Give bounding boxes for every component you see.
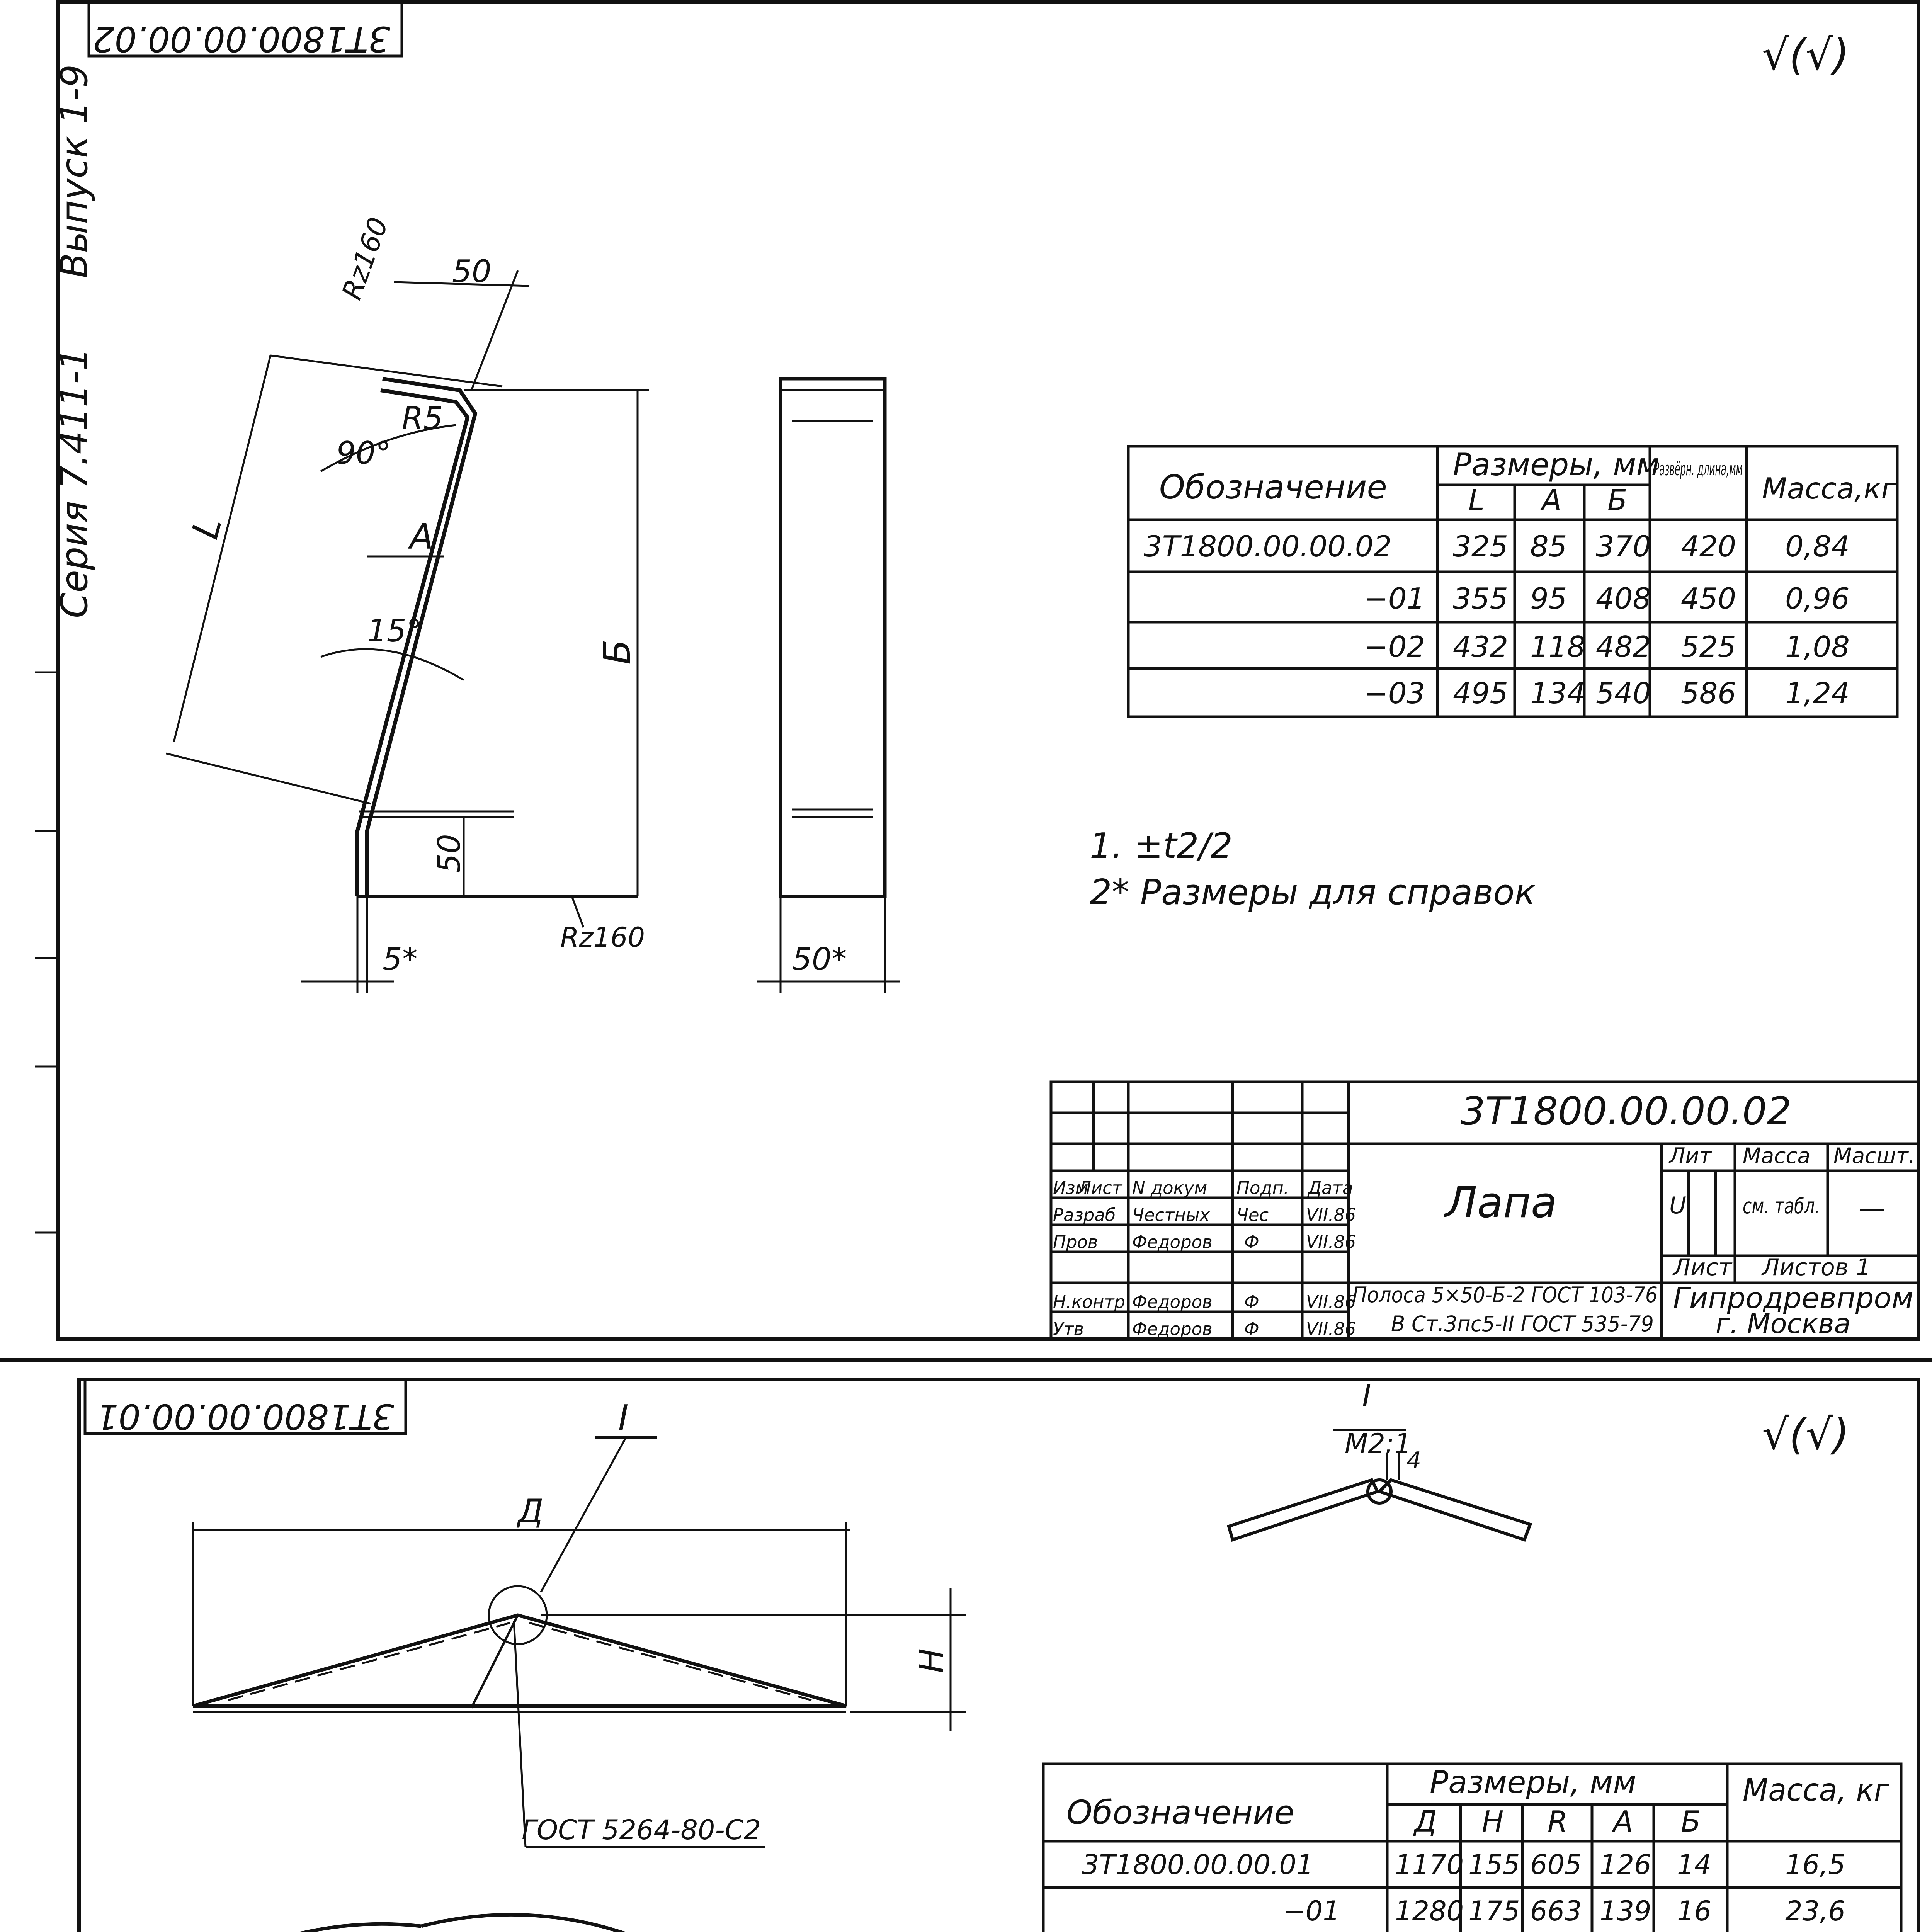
- col-sizes: Размеры, мм: [1453, 447, 1660, 483]
- svg-text:0,84: 0,84: [1785, 529, 1850, 563]
- svg-text:1280: 1280: [1395, 1895, 1464, 1927]
- col-L: L: [1468, 483, 1485, 517]
- svg-text:370: 370: [1596, 529, 1651, 563]
- svg-text:R: R: [1548, 1804, 1568, 1838]
- svg-text:605: 605: [1530, 1849, 1582, 1881]
- svg-text:586: 586: [1681, 676, 1736, 710]
- svg-text:155: 155: [1468, 1849, 1520, 1881]
- svg-text:Гипродревпром: Гипродревпром: [1673, 1281, 1913, 1315]
- svg-text:г. Москва: г. Москва: [1716, 1308, 1851, 1340]
- detail-dim: 4: [1406, 1447, 1422, 1474]
- col-designation: Обозначение: [1159, 468, 1387, 507]
- svg-text:118: 118: [1530, 630, 1586, 664]
- svg-text:Масшт.: Масшт.: [1833, 1143, 1915, 1168]
- svg-text:525: 525: [1681, 630, 1736, 664]
- svg-text:Чес: Чес: [1236, 1205, 1269, 1225]
- dim-50-top: 50: [452, 253, 492, 289]
- svg-text:1,08: 1,08: [1785, 630, 1850, 664]
- svg-text:VII.86: VII.86: [1306, 1292, 1356, 1312]
- svg-text:Ф: Ф: [1244, 1232, 1259, 1252]
- dim-90: 90°: [336, 435, 391, 471]
- svg-text:1,24: 1,24: [1785, 676, 1850, 710]
- top-note-2: 2* Размеры для справок: [1090, 872, 1536, 913]
- dim-rz160-top: Rz160: [335, 213, 395, 304]
- svg-text:16: 16: [1677, 1895, 1712, 1927]
- svg-text:540: 540: [1596, 676, 1651, 710]
- svg-text:3Т1800.00.00.02: 3Т1800.00.00.02: [1144, 529, 1392, 563]
- title-name: Лапа: [1445, 1178, 1557, 1227]
- detail-callout: I: [618, 1398, 629, 1438]
- dim-rz160-bot: Rz160: [560, 922, 645, 953]
- svg-text:−02: −02: [1364, 630, 1425, 664]
- svg-text:−03: −03: [1364, 676, 1425, 710]
- svg-text:Д: Д: [1414, 1804, 1437, 1838]
- dim-50-low: 50: [431, 834, 467, 873]
- dim-D: Д: [518, 1492, 544, 1531]
- dim-50-side: 50*: [792, 941, 847, 977]
- svg-text:663: 663: [1530, 1895, 1582, 1927]
- svg-text:Пров: Пров: [1053, 1232, 1098, 1252]
- svg-text:Н: Н: [1482, 1804, 1504, 1838]
- top-roughness: √(√): [1762, 30, 1850, 80]
- svg-text:16,5: 16,5: [1785, 1849, 1845, 1881]
- svg-text:Листов 1: Листов 1: [1762, 1254, 1871, 1281]
- col-developed: Развёрн. длина,мм: [1654, 458, 1743, 480]
- svg-text:3Т1800.00.00.01: 3Т1800.00.00.01: [1082, 1849, 1314, 1881]
- svg-text:Ф: Ф: [1244, 1319, 1259, 1339]
- svg-text:Утв: Утв: [1053, 1319, 1084, 1339]
- detail-scale: М2:1: [1345, 1428, 1412, 1459]
- svg-text:482: 482: [1596, 630, 1651, 664]
- svg-text:420: 420: [1681, 529, 1736, 563]
- col-mass: Масса, кг: [1743, 1772, 1890, 1808]
- svg-text:Дата: Дата: [1308, 1178, 1353, 1198]
- svg-text:126: 126: [1600, 1849, 1651, 1881]
- detail-label: I: [1362, 1378, 1371, 1414]
- bottom-stamp: 3Т1800.00.00.01: [96, 1396, 394, 1437]
- svg-text:Лист: Лист: [1078, 1178, 1122, 1198]
- svg-text:Разраб: Разраб: [1053, 1205, 1116, 1225]
- side-issue: Выпуск 1-9: [53, 64, 96, 278]
- col-designation: Обозначение: [1066, 1794, 1294, 1832]
- svg-text:Б: Б: [1681, 1804, 1701, 1838]
- svg-text:Федоров: Федоров: [1132, 1319, 1213, 1339]
- dim-5: 5*: [383, 941, 418, 977]
- svg-text:495: 495: [1453, 676, 1509, 710]
- svg-text:14: 14: [1677, 1849, 1712, 1881]
- svg-text:175: 175: [1468, 1895, 1520, 1927]
- svg-text:85: 85: [1530, 529, 1567, 563]
- svg-text:0,96: 0,96: [1785, 582, 1850, 616]
- side-series: Серия 7.411-1: [53, 347, 96, 618]
- col-mass: Масса,кг: [1762, 471, 1896, 505]
- svg-text:450: 450: [1681, 582, 1736, 616]
- svg-text:А: А: [1613, 1804, 1633, 1838]
- col-sizes: Размеры, мм: [1430, 1764, 1636, 1800]
- top-note-1: 1. ±t2/2: [1090, 826, 1233, 866]
- svg-text:Полоса 5×50-Б-2 ГОСТ 103-76: Полоса 5×50-Б-2 ГОСТ 103-76: [1352, 1282, 1658, 1307]
- dim-H: Н: [913, 1648, 951, 1673]
- svg-text:Честных: Честных: [1132, 1205, 1210, 1225]
- svg-text:Федоров: Федоров: [1132, 1232, 1213, 1252]
- svg-text:см. табл.: см. табл.: [1743, 1194, 1820, 1218]
- dim-L: L: [184, 512, 230, 543]
- weld-spec: ГОСТ 5264-80-С2: [522, 1814, 761, 1846]
- svg-text:Лит: Лит: [1669, 1143, 1712, 1168]
- svg-text:139: 139: [1600, 1895, 1651, 1927]
- svg-text:95: 95: [1530, 582, 1567, 616]
- svg-text:—: —: [1859, 1192, 1886, 1224]
- svg-text:23,6: 23,6: [1785, 1895, 1845, 1927]
- dim-r5: R5: [402, 400, 443, 436]
- svg-text:−01: −01: [1364, 582, 1425, 616]
- svg-text:134: 134: [1530, 676, 1586, 710]
- title-code: 3Т1800.00.00.02: [1461, 1088, 1792, 1134]
- svg-text:VII.86: VII.86: [1306, 1205, 1356, 1225]
- col-B: Б: [1607, 483, 1628, 517]
- svg-text:VII.86: VII.86: [1306, 1232, 1356, 1252]
- svg-text:U: U: [1669, 1192, 1686, 1219]
- svg-text:Подп.: Подп.: [1236, 1178, 1289, 1198]
- svg-text:1170: 1170: [1395, 1849, 1464, 1881]
- svg-text:355: 355: [1453, 582, 1509, 616]
- svg-text:Изм: Изм: [1053, 1178, 1088, 1198]
- svg-text:408: 408: [1596, 582, 1651, 616]
- col-A: A: [1542, 483, 1562, 517]
- svg-text:Н.контр: Н.контр: [1053, 1292, 1126, 1312]
- svg-text:N докум: N докум: [1132, 1178, 1208, 1198]
- bottom-roughness: √(√): [1762, 1410, 1850, 1459]
- svg-text:Лист: Лист: [1673, 1254, 1732, 1281]
- svg-text:Ф: Ф: [1244, 1292, 1259, 1312]
- svg-text:Федоров: Федоров: [1132, 1292, 1213, 1312]
- dim-B: Б: [596, 639, 639, 665]
- svg-text:−01: −01: [1283, 1895, 1340, 1927]
- top-stamp: 3Т1800.00.00.02: [92, 19, 390, 59]
- svg-text:Масса: Масса: [1743, 1143, 1811, 1168]
- svg-text:325: 325: [1453, 529, 1509, 563]
- svg-text:432: 432: [1453, 630, 1509, 664]
- svg-text:VII.86: VII.86: [1306, 1319, 1356, 1339]
- svg-text:В Ст.3пс5-II ГОСТ 535-79: В Ст.3пс5-II ГОСТ 535-79: [1391, 1311, 1654, 1336]
- dim-15: 15°: [367, 613, 422, 649]
- dim-A: A: [410, 517, 434, 557]
